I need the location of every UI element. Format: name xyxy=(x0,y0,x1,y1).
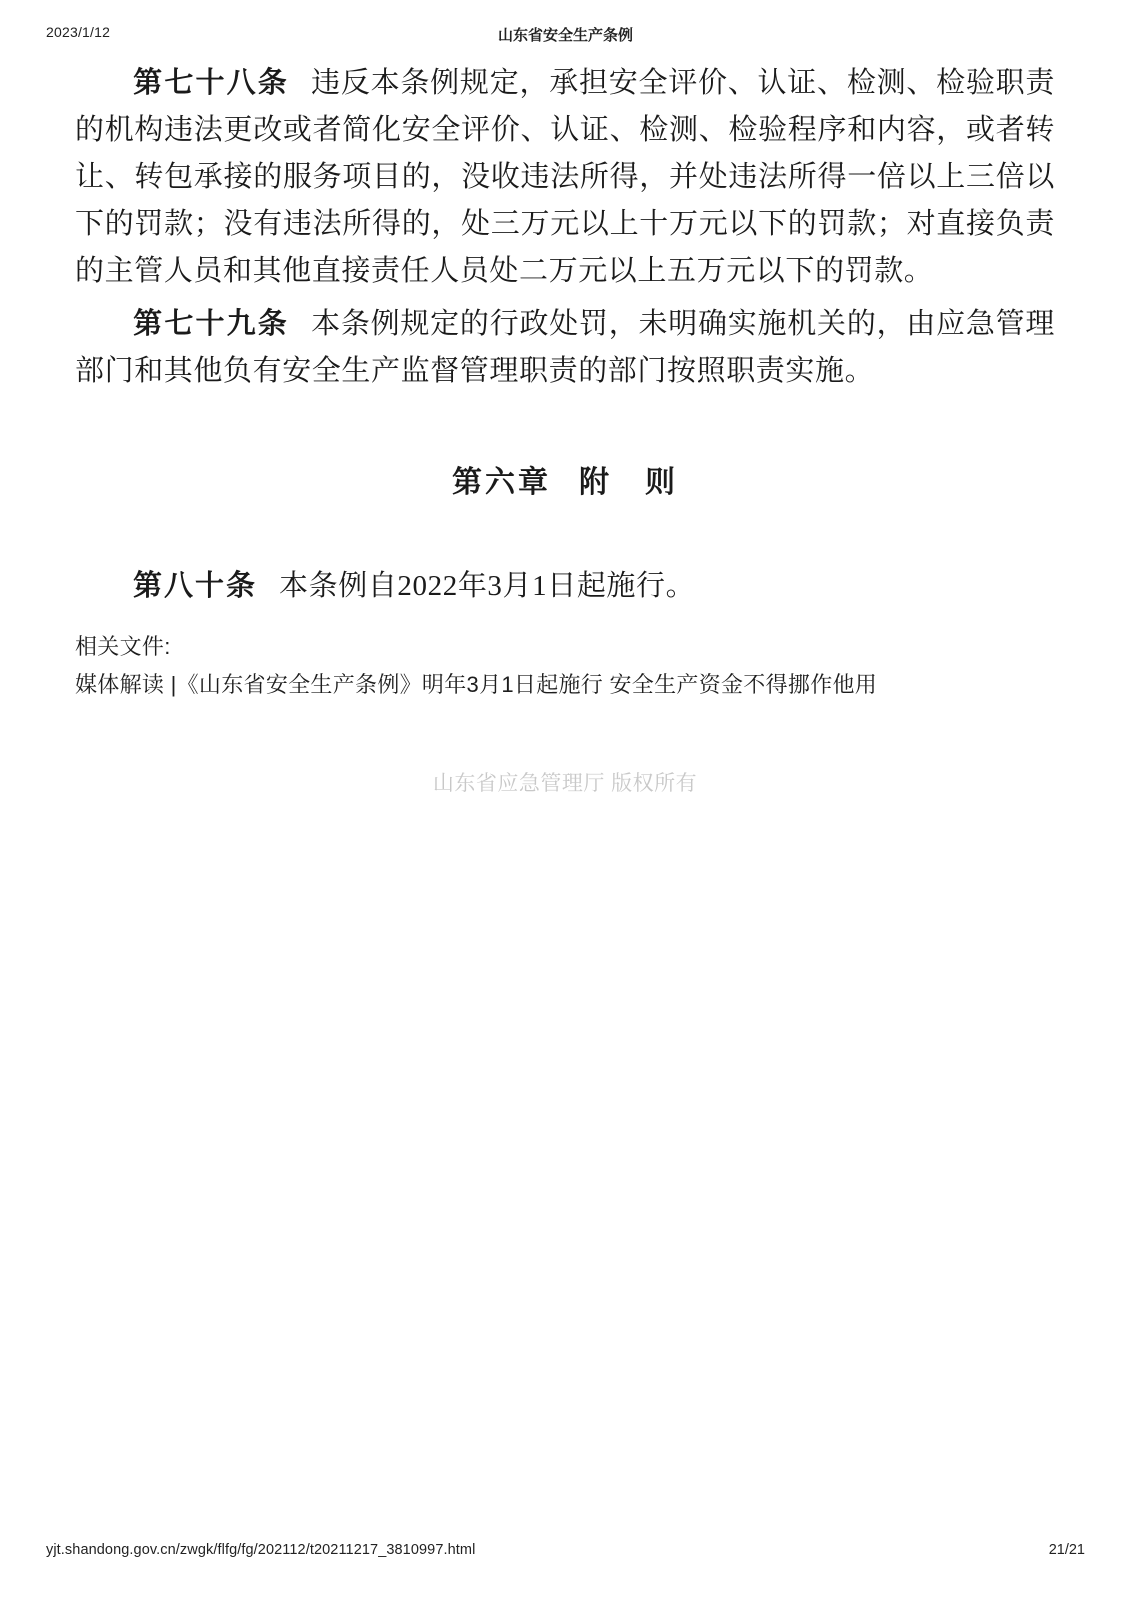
page-header xyxy=(0,24,1131,44)
header-document-title: 山东省安全生产条例 xyxy=(497,27,633,44)
related-documents xyxy=(75,628,1055,705)
article-80-text: 本条例自2022年3月1日起施行。 xyxy=(279,569,696,602)
article-78-text: 违反本条例规定，承担安全评价、认证、检测、检验职责的机构违法更改或者简化安全评价、认证、检测、检验程序和内容，或者转让、转包承接的服务项目的，没收违法所得，并处违法所得一倍以上三倍以下的罚款；没有违法所得的，处三万元以上十万元以下的罚款；对直接负责的主管人员和其他直接责任人员处二万元以上五万元以下的罚款。 xyxy=(75,67,1055,287)
document-body xyxy=(75,60,1055,797)
article-79-text: 本条例规定的行政处罚，未明确实施机关的，由应急管理部门和其他负有安全生产监督管理职责的部门按照职责实施。 xyxy=(75,307,1055,387)
article-78 xyxy=(75,60,1055,295)
article-79-number: 第七十九条 xyxy=(133,307,289,340)
footer-source-url: yjt.shandong.gov.cn/zwgk/flfg/fg/202112/t20211217_3810997.html xyxy=(46,1542,476,1558)
article-79 xyxy=(75,301,1055,395)
footer-page-number: 21/21 xyxy=(1048,1542,1085,1558)
chapter-heading xyxy=(75,457,1055,501)
related-documents-label: 相关文件: xyxy=(75,633,171,659)
header-date: 2023/1/12 xyxy=(46,24,111,40)
chapter-number: 第六章 xyxy=(452,465,551,499)
copyright-watermark: 山东省应急管理厅 版权所有 xyxy=(432,771,698,795)
chapter-name: 附 则 xyxy=(579,465,678,499)
article-80-number: 第八十条 xyxy=(133,569,258,602)
article-78-number: 第七十八条 xyxy=(133,67,289,99)
related-document-link[interactable]: 媒体解读 |《山东省安全生产条例》明年3月1日起施行 安全生产资金不得挪作他用 xyxy=(75,672,878,698)
article-80 xyxy=(75,563,1055,610)
page-footer xyxy=(0,1542,1131,1562)
